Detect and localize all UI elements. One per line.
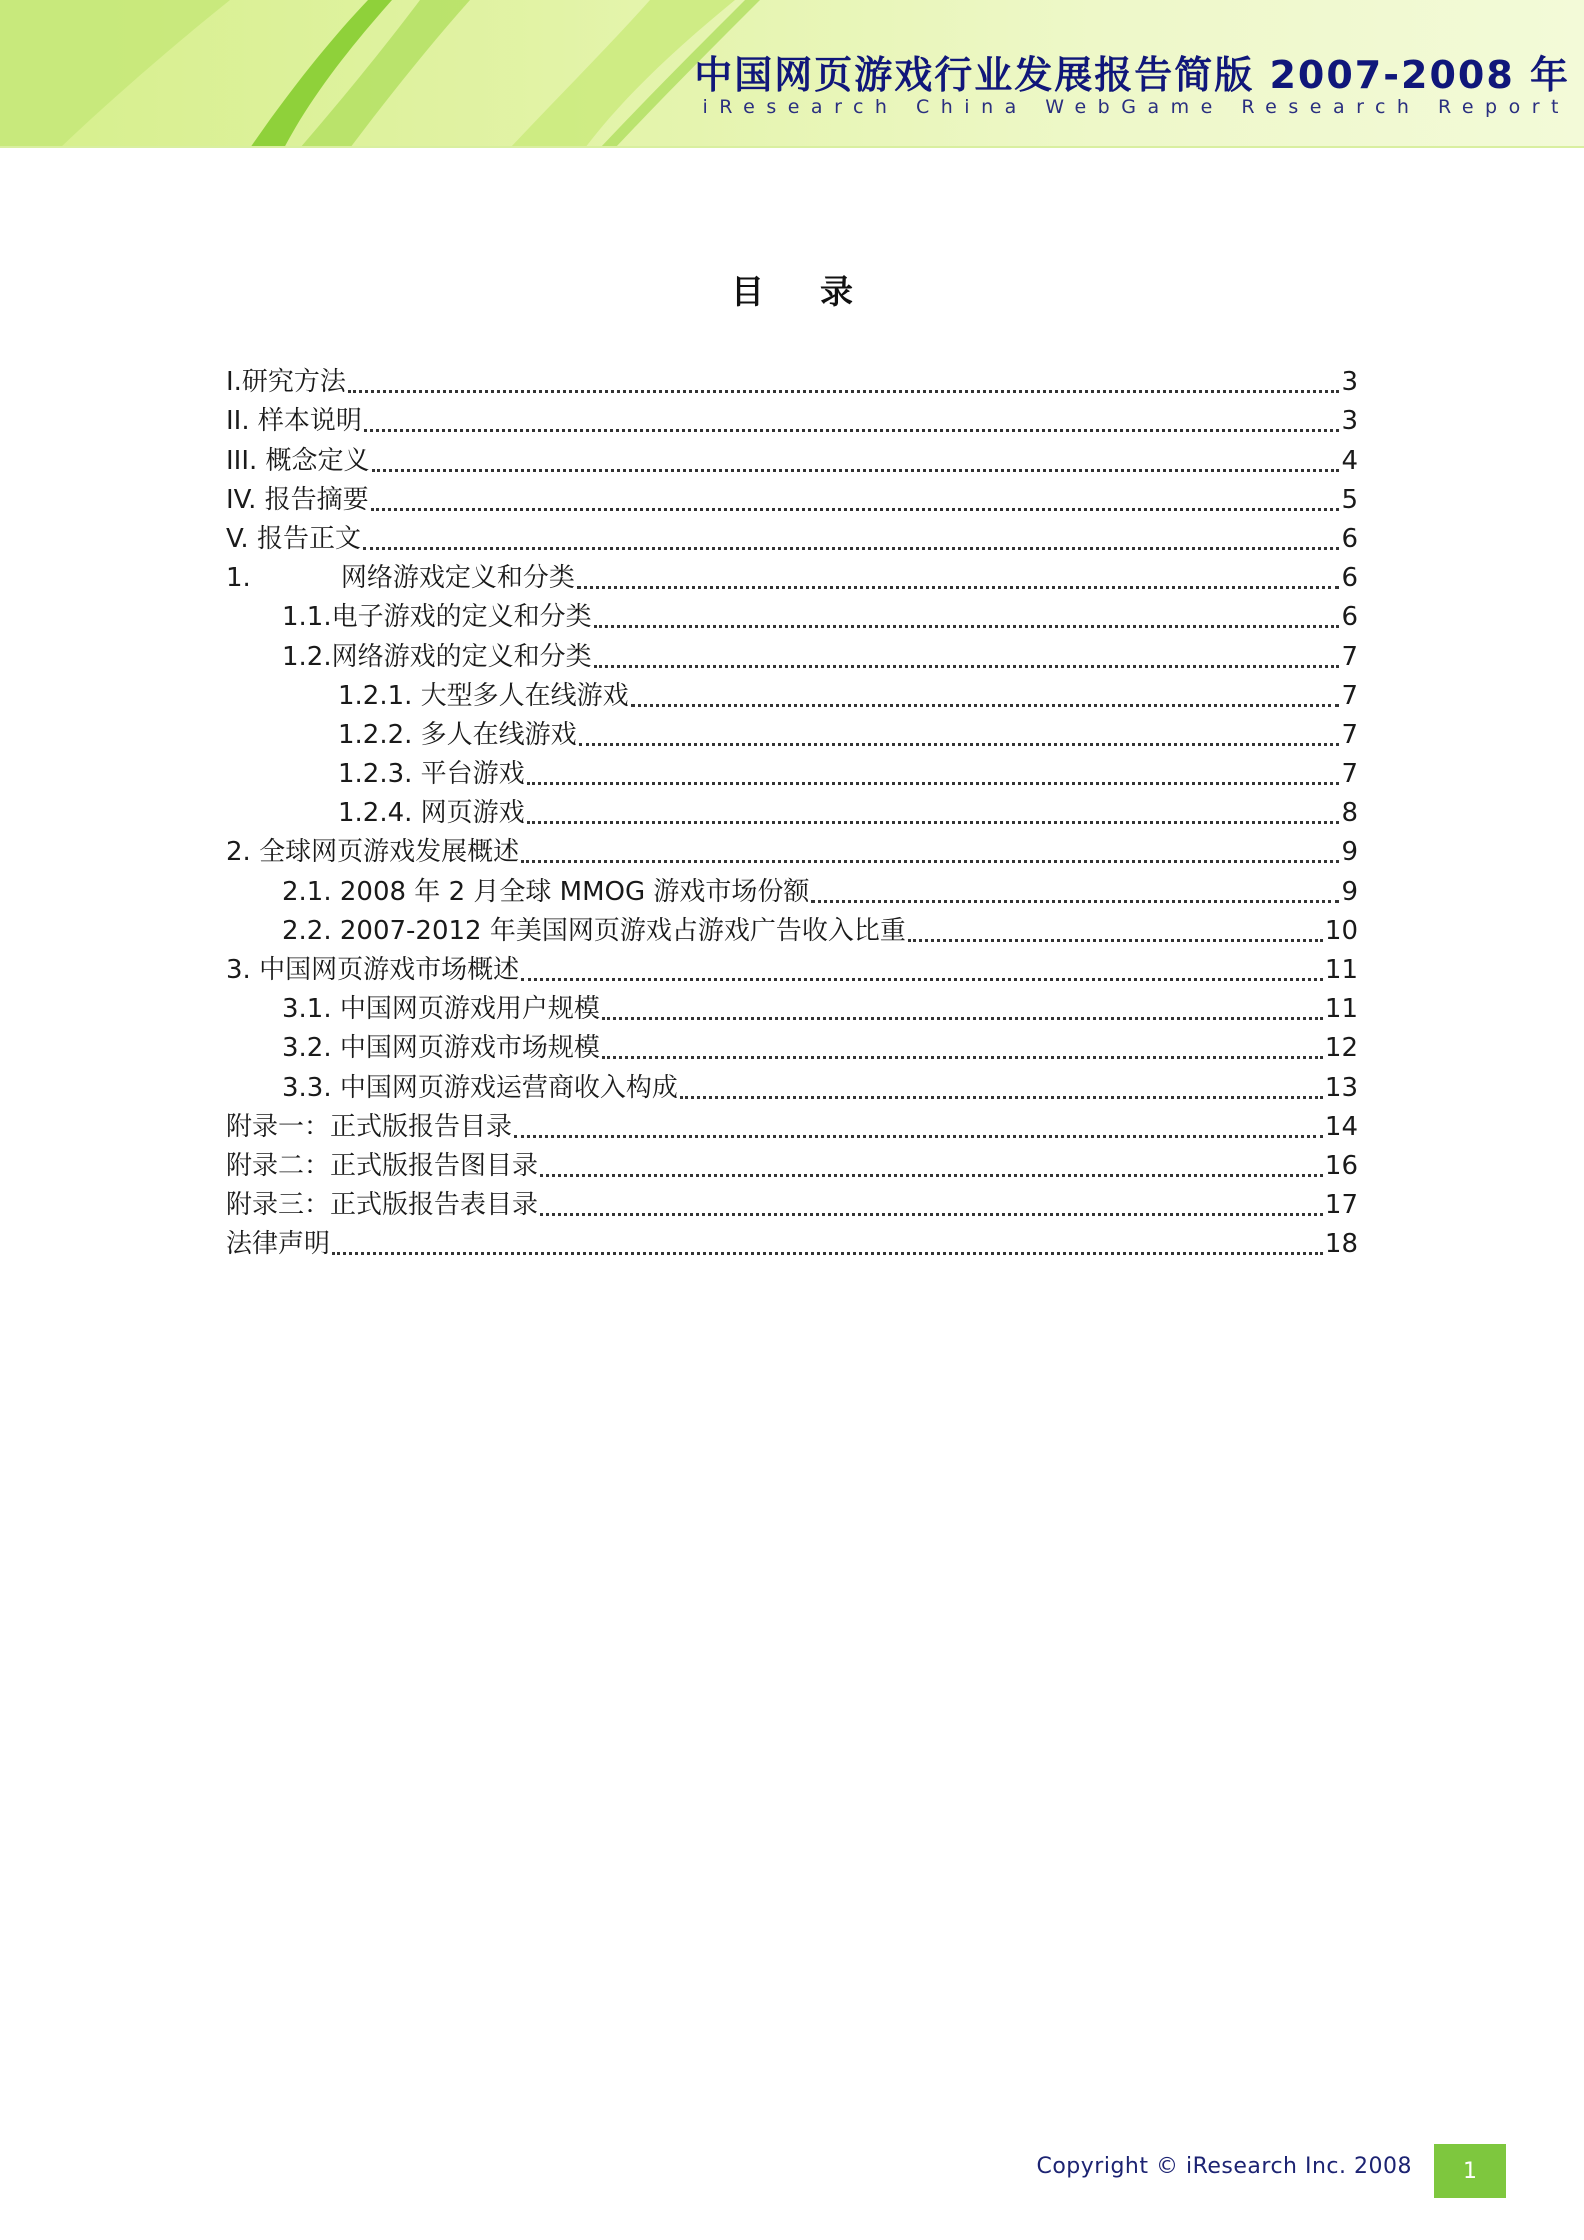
toc-dot-leader <box>540 1144 1323 1177</box>
toc-entry-label <box>338 679 629 713</box>
toc-entry-label <box>226 404 362 438</box>
toc-entry-text: 1.2.4. 网页游戏 <box>338 798 525 829</box>
toc-dot-leader <box>811 870 1339 903</box>
toc-entry-text: 法律声明 <box>226 1229 331 1260</box>
toc-entry-text: IV. 报告摘要 <box>226 484 369 515</box>
toc-entry-text: 附录一：正式版报告目录 <box>226 1111 513 1142</box>
toc-entry-text: 1.2.3. 平台游戏 <box>338 759 525 790</box>
toc-dot-leader <box>540 1183 1323 1216</box>
page-header <box>0 0 1584 148</box>
toc-entry[interactable] <box>226 1222 1358 1261</box>
toc-entry-text: 3.2. 中国网页游戏市场规模 <box>282 1033 600 1064</box>
toc-entry-page: 11 <box>1324 994 1358 1025</box>
toc-entry-label <box>338 757 525 791</box>
toc-entry-text: 2.1. 2008 年 2 月全球 MMOG 游戏市场份额 <box>282 876 810 907</box>
toc-entry[interactable] <box>226 791 1358 830</box>
toc-entry-page: 9 <box>1341 837 1358 868</box>
toc-entry-page: 7 <box>1341 680 1358 711</box>
toc-entry-page: 6 <box>1341 602 1358 633</box>
toc-entry-label <box>226 522 361 556</box>
toc-dot-leader <box>680 1066 1323 1099</box>
toc-dot-leader <box>514 1105 1323 1138</box>
toc-entry-label <box>226 365 346 399</box>
toc-entry[interactable] <box>226 595 1358 634</box>
toc-entry-page: 18 <box>1324 1229 1358 1260</box>
toc-entry-page: 11 <box>1324 955 1358 985</box>
toc-entry-label <box>226 1227 330 1261</box>
toc-entry-label <box>282 1071 678 1105</box>
toc-entry[interactable] <box>226 1183 1358 1222</box>
toc-entry-label <box>282 1031 600 1065</box>
toc-entry-label <box>226 1149 538 1183</box>
toc-entry[interactable] <box>226 1144 1358 1183</box>
toc-entry-label <box>226 483 369 517</box>
toc-entry-label <box>226 835 519 869</box>
toc-entry-text: II. 样本说明 <box>226 406 362 437</box>
toc-entry-label <box>282 875 809 909</box>
toc-entry[interactable] <box>226 1026 1358 1065</box>
toc-entry[interactable] <box>226 713 1358 752</box>
toc-entry-text: III. 概念定义 <box>226 445 370 476</box>
toc-entry-label <box>226 1110 512 1144</box>
toc-entry-label <box>226 444 370 478</box>
toc-entry-text: V. 报告正文 <box>226 523 361 554</box>
toc-entry-text: 附录三：正式版报告表目录 <box>226 1190 539 1221</box>
toc-entry-text: 附录二：正式版报告图目录 <box>226 1150 539 1181</box>
toc-entry[interactable] <box>226 360 1358 399</box>
toc-dot-leader <box>602 1026 1323 1059</box>
toc-entry-page: 6 <box>1341 563 1358 594</box>
toc-entry-page: 8 <box>1341 798 1358 829</box>
toc-entry-text: 1.1.电子游戏的定义和分类 <box>282 602 592 633</box>
toc-dot-leader <box>364 399 1340 432</box>
toc-dot-leader <box>371 478 1340 511</box>
toc-dot-leader <box>521 830 1339 863</box>
report-subtitle: iResearch China WebGame Research Report <box>702 96 1570 118</box>
toc-entry[interactable] <box>226 674 1358 713</box>
toc-entry-page: 12 <box>1324 1033 1358 1064</box>
toc-entry-page: 5 <box>1341 484 1358 515</box>
toc-entry[interactable] <box>226 987 1358 1026</box>
toc-entry[interactable] <box>226 1105 1358 1144</box>
toc-entry-text: 1.2.1. 大型多人在线游戏 <box>338 680 629 711</box>
toc-entry-label <box>226 1188 538 1222</box>
toc-entry-page: 4 <box>1341 445 1358 476</box>
toc-entry-label <box>282 600 592 634</box>
toc-entry-page: 10 <box>1324 915 1358 946</box>
toc-entry-text: 1.2.网络游戏的定义和分类 <box>282 641 592 672</box>
toc-entry[interactable] <box>226 830 1358 869</box>
toc-dot-leader <box>527 791 1340 824</box>
report-title: 中国网页游戏行业发展报告简版 2007-2008 年 <box>694 53 1570 97</box>
toc-entry-text: 2.2. 2007-2012 年美国网页游戏占游戏广告收入比重 <box>282 915 906 946</box>
toc-dot-leader <box>577 556 1340 589</box>
toc-dot-leader <box>348 360 1340 393</box>
toc-dot-leader <box>631 674 1340 707</box>
toc-entry-text: I.研究方法 <box>226 367 346 398</box>
toc-entry-label <box>338 796 525 830</box>
toc-entry-label <box>282 640 592 674</box>
toc-entry[interactable] <box>226 399 1358 438</box>
toc-entry[interactable] <box>226 909 1358 948</box>
toc-dot-leader <box>332 1222 1323 1255</box>
toc-dot-leader <box>527 752 1340 785</box>
toc-entry-label <box>282 914 906 948</box>
toc-entry[interactable] <box>226 752 1358 791</box>
toc-entry-text: 3. 中国网页游戏市场概述 <box>226 955 520 985</box>
toc-entry-page: 3 <box>1341 406 1358 437</box>
toc-entry-text: 1.2.2. 多人在线游戏 <box>338 719 577 750</box>
toc-entry[interactable] <box>226 438 1358 477</box>
toc-dot-leader <box>908 909 1323 942</box>
toc-heading: 目录 <box>731 272 909 311</box>
toc-dot-leader <box>594 635 1340 668</box>
toc-entry-label <box>338 718 577 752</box>
toc-dot-leader <box>579 713 1340 746</box>
table-of-contents <box>226 360 1358 1261</box>
toc-entry[interactable] <box>226 634 1358 673</box>
toc-entry-text: 网络游戏定义和分类 <box>340 563 575 594</box>
toc-entry-page: 6 <box>1341 523 1358 554</box>
toc-entry-page: 7 <box>1341 759 1358 790</box>
toc-entry[interactable] <box>226 1065 1358 1104</box>
toc-entry-text: 3.1. 中国网页游戏用户规模 <box>282 994 600 1025</box>
toc-dot-leader <box>602 987 1323 1020</box>
toc-dot-leader <box>363 517 1339 550</box>
toc-entry-page: 14 <box>1324 1111 1358 1142</box>
toc-entry-label <box>226 953 519 987</box>
toc-dot-leader <box>372 439 1340 472</box>
toc-entry-page: 17 <box>1324 1190 1358 1221</box>
toc-dot-leader <box>521 948 1323 981</box>
toc-entry-page: 13 <box>1324 1072 1358 1103</box>
toc-entry[interactable] <box>226 869 1358 908</box>
page-number-badge: 1 <box>1434 2144 1506 2198</box>
toc-entry-page: 7 <box>1341 719 1358 750</box>
copyright-notice: Copyright © iResearch Inc. 2008 <box>1036 2154 1412 2179</box>
toc-entry-text: 3.3. 中国网页游戏运营商收入构成 <box>282 1072 678 1103</box>
toc-entry-text: 2. 全球网页游戏发展概述 <box>226 837 520 868</box>
toc-entry[interactable] <box>226 948 1358 987</box>
toc-dot-leader <box>594 595 1340 628</box>
toc-entry-page: 9 <box>1341 876 1358 907</box>
toc-entry[interactable] <box>226 517 1358 556</box>
toc-entry-page: 16 <box>1324 1150 1358 1181</box>
toc-entry-page: 7 <box>1341 641 1358 672</box>
toc-entry-page: 3 <box>1341 367 1358 398</box>
toc-entry[interactable] <box>226 478 1358 517</box>
toc-entry-label <box>226 561 575 595</box>
toc-entry[interactable] <box>226 556 1358 595</box>
toc-entry-label <box>282 992 600 1026</box>
toc-entry-number: 1. <box>226 563 251 594</box>
